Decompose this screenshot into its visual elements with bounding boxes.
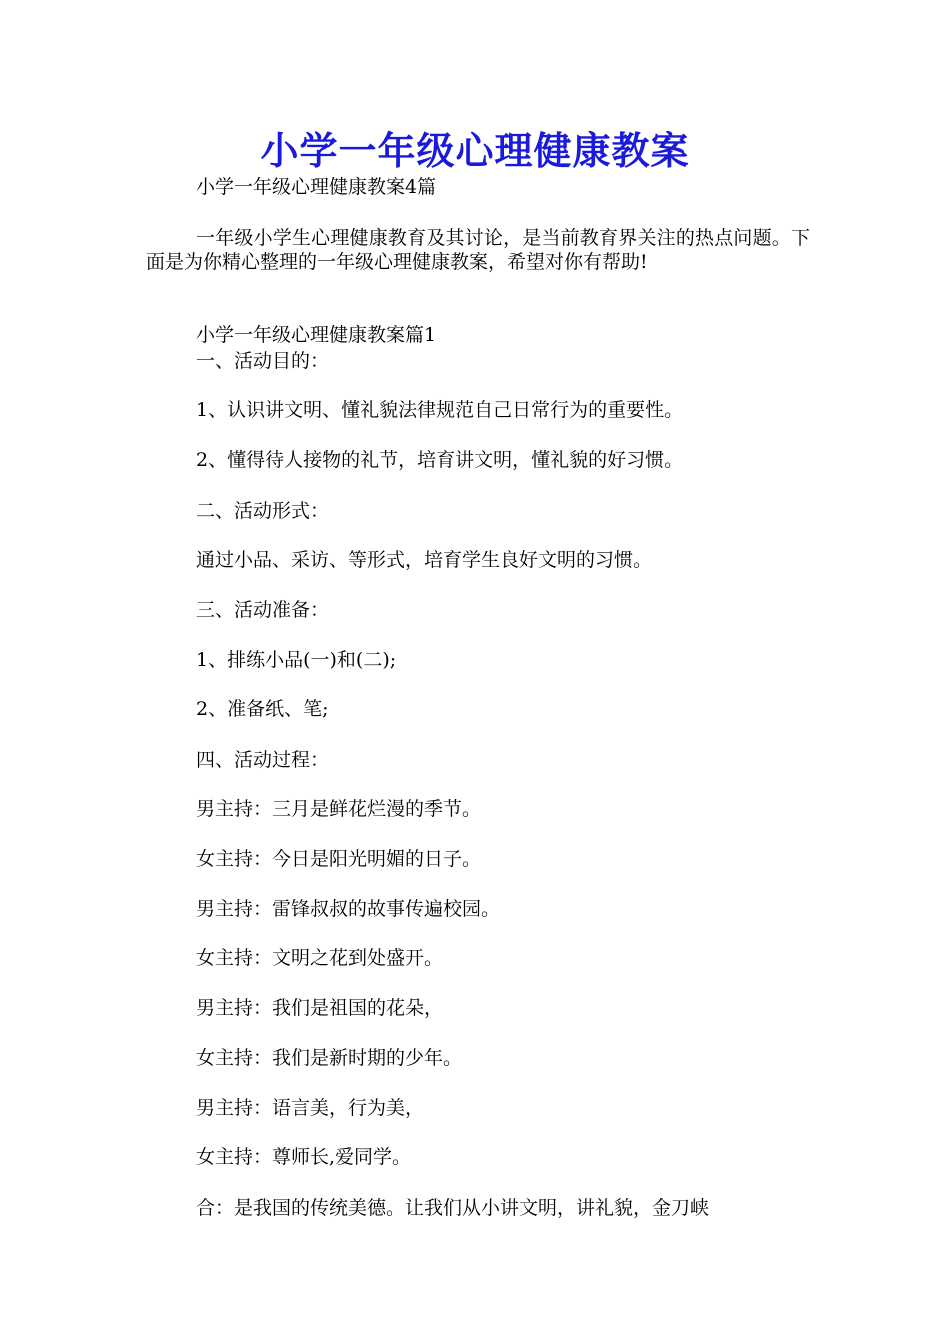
dialogue-line: 男主持：语言美，行为美，	[196, 1097, 425, 1119]
activity-form-text: 通过小品、采访、等形式，培育学生良好文明的习惯。	[196, 549, 653, 571]
heading-activity-goal: 一、活动目的：	[196, 350, 330, 372]
prep-item-1: 1、排练小品(一)和(二);	[196, 649, 397, 671]
section-heading-part1: 小学一年级心理健康教案篇1	[196, 324, 437, 346]
dialogue-line: 女主持：今日是阳光明媚的日子。	[196, 848, 482, 870]
prep-item-2: 2、准备纸、笔;	[196, 698, 329, 720]
dialogue-line: 男主持：我们是祖国的花朵，	[196, 997, 444, 1019]
intro-paragraph: 一年级小学生心理健康教育及其讨论，是当前教育界关注的热点问题。下面是为你精心整理的一年级心理健康教案，希望对你有帮助!	[146, 227, 810, 273]
goal-item-1: 1、认识讲文明、懂礼貌法律规范自己日常行为的重要性。	[196, 399, 684, 421]
heading-activity-process: 四、活动过程：	[196, 749, 330, 771]
dialogue-line: 男主持：雷锋叔叔的故事传遍校园。	[196, 898, 501, 920]
dialogue-line: 女主持：尊师长,爱同学。	[196, 1146, 412, 1168]
heading-activity-prep: 三、活动准备：	[196, 599, 330, 621]
goal-item-2: 2、懂得待人接物的礼节，培育讲文明，懂礼貌的好习惯。	[196, 449, 684, 471]
dialogue-line: 女主持：文明之花到处盛开。	[196, 947, 444, 969]
heading-activity-form: 二、活动形式：	[196, 500, 330, 522]
dialogue-line: 女主持：我们是新时期的少年。	[196, 1047, 463, 1069]
document-subtitle: 小学一年级心理健康教案4篇	[196, 176, 437, 198]
document-title: 小学一年级心理健康教案	[260, 128, 690, 173]
dialogue-line: 合：是我国的传统美德。让我们从小讲文明，讲礼貌，金刀峡	[196, 1197, 710, 1219]
dialogue-line: 男主持：三月是鲜花烂漫的季节。	[196, 798, 482, 820]
